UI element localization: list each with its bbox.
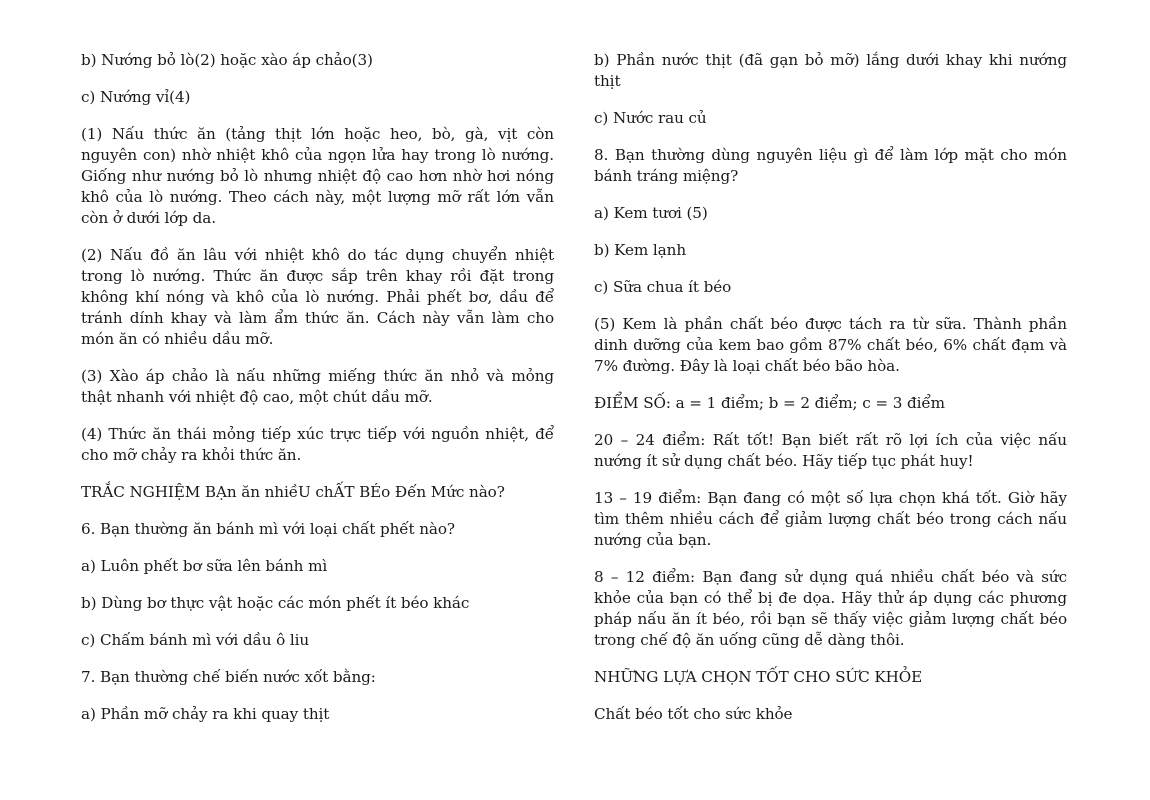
score-band-high: 20 – 24 điểm: Rất tốt! Bạn biết rất rõ lợi ích của việc nấu nướng ít sử dụng chất béo. Hãy tiếp tục phát huy!	[594, 431, 1067, 470]
question-8-option-c: c) Sữa chua ít béo	[594, 278, 732, 296]
question-8-option-b: b) Kem lạnh	[594, 241, 687, 259]
subheading-healthy-fats: Chất béo tốt cho sức khỏe	[594, 705, 793, 723]
right-column	[594, 50, 1067, 741]
question-6-option-c: c) Chấm bánh mì với dầu ô liu	[81, 631, 310, 649]
left-column	[81, 50, 554, 741]
footnote-2-baking: (2) Nấu đồ ăn lâu với nhiệt khô do tác dụng chuyển nhiệt trong lò nướng. Thức ăn được sắp trên khay rồi đặt trong không khí nóng và khô của lò nướng. Phải phết bơ, dầu để tránh dính khay và làm ẩm thức ăn. Cách này vẫn làm cho món ăn có nhiều dầu mỡ.	[81, 246, 554, 348]
option-c-grilling: c) Nướng vỉ(4)	[81, 88, 191, 106]
footnote-4-grilling: (4) Thức ăn thái mỏng tiếp xúc trực tiếp với nguồn nhiệt, để cho mỡ chảy ra khỏi thức ăn.	[81, 425, 554, 464]
footnote-1-roasting: (1) Nấu thức ăn (tảng thịt lớn hoặc heo, bò, gà, vịt còn nguyên con) nhờ nhiệt khô của ngọn lửa hay trong lò nướng. Giống như nướng bỏ lò nhưng nhiệt độ cao hơn nhờ hơi nóng khô của lò nướng. Theo cách này, một lượng mỡ rất lớn vẫn còn ở dưới lớp da.	[81, 125, 554, 227]
question-6-option-b: b) Dùng bơ thực vật hoặc các món phết ít béo khác	[81, 594, 470, 612]
question-6-option-a: a) Luôn phết bơ sữa lên bánh mì	[81, 557, 328, 575]
question-7-option-c: c) Nước rau củ	[594, 109, 707, 127]
question-6: 6. Bạn thường ăn bánh mì với loại chất phết nào?	[81, 520, 455, 538]
score-band-low: 8 – 12 điểm: Bạn đang sử dụng quá nhiều chất béo và sức khỏe của bạn có thể bị đe dọa. Hãy thử áp dụng các phương pháp nấu ăn ít béo, rồi bạn sẽ thấy việc giảm lượng chất béo trong chế độ ăn uống cũng dễ dàng thôi.	[594, 568, 1067, 649]
scoring-rule: ĐIỂM SỐ: a = 1 điểm; b = 2 điểm; c = 3 điểm	[594, 394, 945, 412]
option-b-baking: b) Nướng bỏ lò(2) hoặc xào áp chảo(3)	[81, 51, 373, 69]
question-8: 8. Bạn thường dùng nguyên liệu gì để làm lớp mặt cho món bánh tráng miệng?	[594, 146, 1067, 185]
footnote-5-cream: (5) Kem là phần chất béo được tách ra từ sữa. Thành phần dinh dưỡng của kem bao gồm 87% chất béo, 6% chất đạm và 7% đường. Đây là loại chất béo bão hòa.	[594, 315, 1067, 375]
quiz-heading: TRẮC NGHIỆM BẠn ăn nhiềU chẤT BÉo Đến Mức nào?	[81, 483, 505, 501]
question-7-option-a: a) Phần mỡ chảy ra khi quay thịt	[81, 705, 330, 723]
score-band-mid: 13 – 19 điểm: Bạn đang có một số lựa chọn khá tốt. Giờ hãy tìm thêm nhiều cách để giảm lượng chất béo trong cách nấu nướng của bạn.	[594, 489, 1067, 549]
footnote-3-saute: (3) Xào áp chảo là nấu những miếng thức ăn nhỏ và mỏng thật nhanh với nhiệt độ cao, một chút dầu mỡ.	[81, 367, 554, 406]
question-7-option-b: b) Phần nước thịt (đã gạn bỏ mỡ) lắng dưới khay khi nướng thịt	[594, 51, 1067, 90]
question-7: 7. Bạn thường chế biến nước xốt bằng:	[81, 668, 376, 686]
section-heading-healthy-choices: NHỮNG LỰA CHỌN TỐT CHO SỨC KHỎE	[594, 668, 923, 686]
question-8-option-a: a) Kem tươi (5)	[594, 204, 708, 222]
